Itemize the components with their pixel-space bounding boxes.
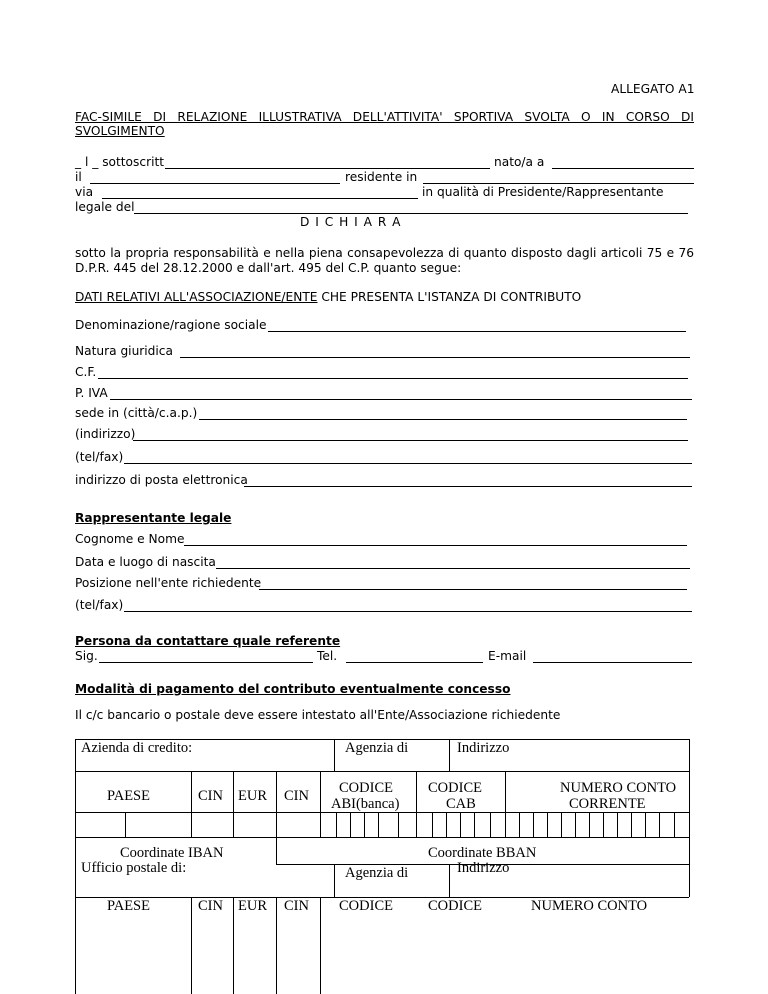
tel-field[interactable] [346, 662, 483, 663]
paese-header: PAESE [107, 788, 150, 804]
nato-field[interactable] [552, 168, 694, 169]
document-title-line2: SVOLGIMENTO [75, 124, 165, 138]
table-divider [276, 837, 277, 864]
table-divider [191, 771, 192, 837]
piva-label: P. IVA [75, 386, 108, 400]
posizione-field[interactable] [259, 589, 687, 590]
digit-box-divider [519, 812, 520, 837]
digit-box-divider [603, 812, 604, 837]
cin2-header: CIN [284, 788, 309, 804]
referente-email-label: E-mail [488, 649, 527, 663]
cin-header: CIN [198, 788, 223, 804]
table-border-left [75, 739, 76, 994]
table-divider [334, 739, 335, 771]
digit-box-divider [617, 812, 618, 837]
table-divider [276, 771, 277, 837]
posizione-label: Posizione nell'ente richiedente [75, 576, 262, 590]
digit-box-divider [674, 812, 675, 837]
sottoscritto-label: _ l _ sottoscritt [75, 155, 165, 169]
digit-box-divider [589, 812, 590, 837]
via-field[interactable] [102, 198, 418, 199]
residente-field[interactable] [423, 183, 694, 184]
table-divider [233, 771, 234, 837]
cf-field[interactable] [98, 378, 688, 379]
digit-box-divider [474, 812, 475, 837]
cin3-header: CIN [198, 898, 223, 914]
cognome-nome-field[interactable] [184, 545, 687, 546]
pagamento-note: Il c/c bancario o postale deve essere intestato all'Ente/Associazione richiedente [75, 708, 561, 722]
digit-box-divider [460, 812, 461, 837]
table-divider [276, 897, 277, 994]
allegato-label: ALLEGATO A1 [611, 82, 695, 96]
cf-label: C.F. [75, 365, 97, 379]
codice3-header: CODICE [339, 898, 393, 914]
digit-box-divider [575, 812, 576, 837]
table-divider [334, 864, 335, 897]
digit-box-divider [645, 812, 646, 837]
indirizzo-table-label: Indirizzo [457, 740, 510, 756]
nato-label: nato/a a [494, 155, 545, 169]
legale-field[interactable] [134, 213, 688, 214]
qualita-label: in qualità di Presidente/Rappresentante [422, 185, 664, 199]
eur-header: EUR [238, 788, 267, 804]
digit-box-divider [446, 812, 447, 837]
sig-field[interactable] [99, 662, 313, 663]
codice-abi-header-2: ABI(banca) [331, 796, 400, 812]
denominazione-field[interactable] [268, 331, 686, 332]
sottoscritto-field[interactable] [165, 168, 490, 169]
digit-box-divider [398, 812, 399, 837]
sede-field[interactable] [199, 419, 687, 420]
table-row-divider [75, 771, 689, 772]
digit-box-divider [350, 812, 351, 837]
dati-heading [75, 290, 581, 305]
rapp-telfax-label: (tel/fax) [75, 598, 124, 612]
agenzia-label: Agenzia di [345, 740, 409, 756]
table-row-divider [75, 837, 689, 838]
tel-label: Tel. [317, 649, 338, 663]
rapp-telfax-field[interactable] [124, 611, 692, 612]
pagamento-heading: Modalità di pagamento del contributo eventualmente concesso [75, 682, 511, 696]
codice-cab-header-2: CAB [446, 796, 476, 812]
indirizzo2-label: Indirizzo [457, 860, 510, 876]
sede-label: sede in (città/c.a.p.) [75, 406, 198, 420]
table-divider [233, 897, 234, 994]
digit-box-divider [533, 812, 534, 837]
dichiara-heading: D I C H I A R A [300, 215, 402, 229]
table-divider [191, 897, 192, 994]
referente-email-field[interactable] [533, 662, 692, 663]
natura-giuridica-field[interactable] [180, 357, 690, 358]
data-nascita-label: Data e luogo di nascita [75, 555, 216, 569]
piva-field[interactable] [110, 399, 692, 400]
cognome-nome-label: Cognome e Nome [75, 532, 185, 546]
digit-box-divider [547, 812, 548, 837]
azienda-label: Azienda di credito: [81, 740, 193, 756]
dati-heading-rest: CHE PRESENTA L'ISTANZA DI CONTRIBUTO [317, 290, 582, 304]
table-divider [505, 771, 506, 812]
numero-conto-header-2: CORRENTE [569, 796, 646, 812]
numero-conto-header-1: NUMERO CONTO [560, 780, 677, 796]
coordinate-iban-label: Coordinate IBAN [120, 845, 224, 861]
il-label: il [75, 170, 82, 184]
digit-box-divider [631, 812, 632, 837]
agenzia2-label: Agenzia di [345, 865, 409, 881]
referente-heading: Persona da contattare quale referente [75, 634, 341, 648]
rappresentante-heading: Rappresentante legale [75, 511, 232, 525]
digit-box-divider [432, 812, 433, 837]
table-divider [320, 897, 321, 994]
ufficio-postale-label: Ufficio postale di: [81, 860, 187, 876]
indirizzo-field[interactable] [133, 440, 688, 441]
table-divider [449, 739, 450, 771]
digit-box-divider [490, 812, 491, 837]
legale-label: legale del [75, 200, 135, 214]
paese2-header: PAESE [107, 898, 150, 914]
dati-heading-underlined: DATI RELATIVI ALL'ASSOCIAZIONE/ENTE [75, 290, 318, 304]
sig-label: Sig. [75, 649, 98, 663]
via-label: via [75, 185, 94, 199]
digit-box-divider [659, 812, 660, 837]
email-field[interactable] [244, 486, 692, 487]
table-border-right [689, 739, 690, 897]
codice4-header: CODICE [428, 898, 482, 914]
digit-box-divider [505, 812, 506, 837]
digit-box-divider [561, 812, 562, 837]
telfax-label: (tel/fax) [75, 450, 124, 464]
document-title-line1: FAC-SIMILE DI RELAZIONE ILLUSTRATIVA DELL'ATTIVITA' SPORTIVA SVOLTA O IN CORSO DI [75, 110, 694, 124]
indirizzo-label: (indirizzo) [75, 427, 136, 441]
digit-box-divider [378, 812, 379, 837]
statement-line1: sotto la propria responsabilità e nella piena consapevolezza di quanto disposto dagli articoli 75 e 76 [75, 246, 694, 260]
table-row-divider [75, 812, 689, 813]
codice-abi-header-1: CODICE [339, 780, 393, 796]
digit-box-divider [125, 812, 126, 837]
table-divider [449, 864, 450, 897]
digit-box-divider [336, 812, 337, 837]
statement-line2: D.P.R. 445 del 28.12.2000 e dall'art. 495 del C.P. quanto segue: [75, 261, 462, 275]
cin4-header: CIN [284, 898, 309, 914]
denominazione-label: Denominazione/ragione sociale [75, 318, 267, 332]
codice-cab-header-1: CODICE [428, 780, 482, 796]
telfax-field[interactable] [124, 463, 692, 464]
table-divider [320, 771, 321, 837]
il-field[interactable] [90, 183, 340, 184]
natura-giuridica-label: Natura giuridica [75, 344, 173, 358]
residente-label: residente in [345, 170, 418, 184]
email-label: indirizzo di posta elettronica [75, 473, 248, 487]
coordinate-bban-label: Coordinate BBAN [428, 845, 537, 861]
table-divider [416, 771, 417, 837]
eur2-header: EUR [238, 898, 267, 914]
numero-conto3-header: NUMERO CONTO [531, 898, 648, 914]
data-nascita-field[interactable] [216, 568, 690, 569]
digit-box-divider [364, 812, 365, 837]
